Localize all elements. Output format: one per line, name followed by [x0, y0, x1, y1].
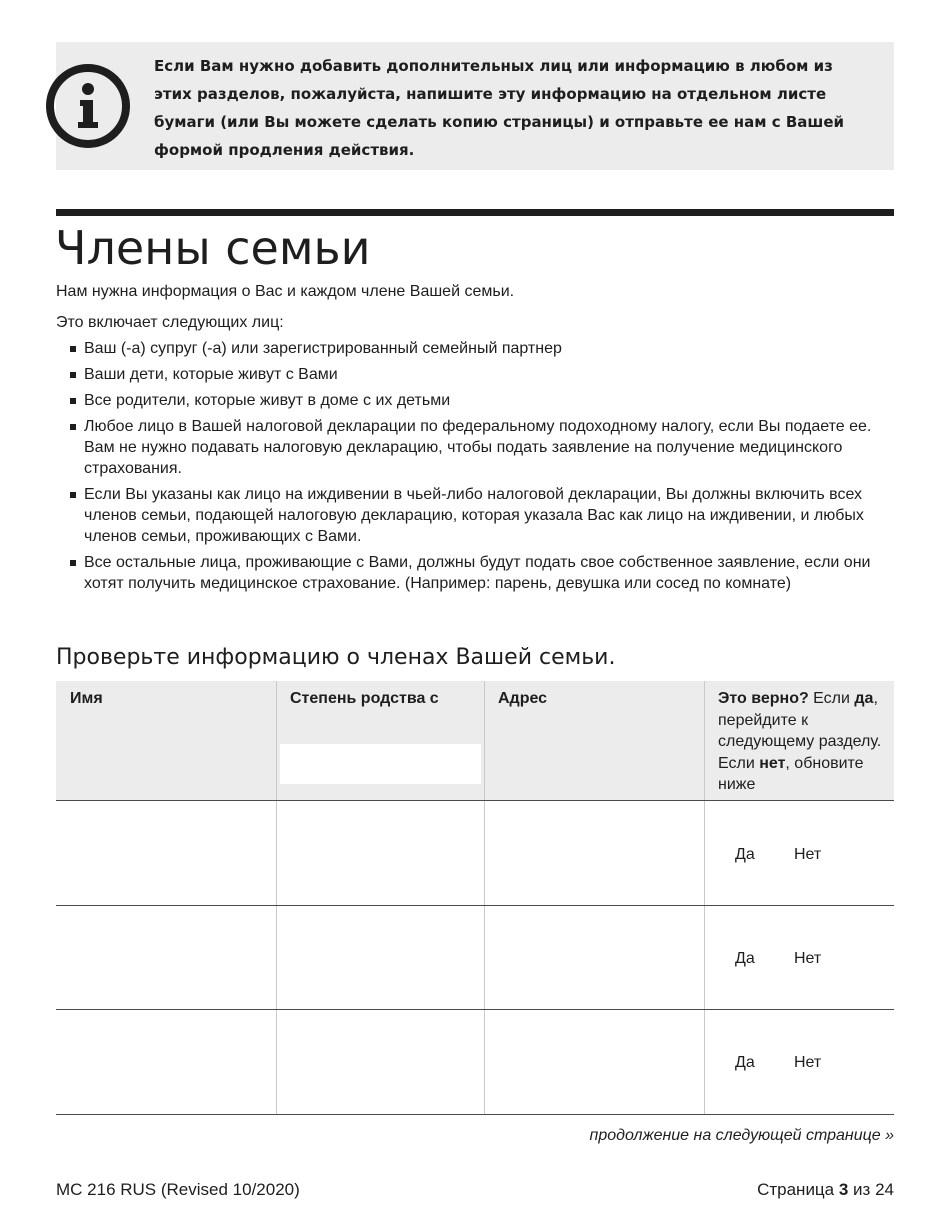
- correct-question: Это верно?: [718, 690, 809, 707]
- list-item: Любое лицо в Вашей налоговой декларации по федеральному подоходному налогу, если Вы подаете ее. Вам не нужно подавать налоговую декларацию, чтобы подать заявление на получение медицинского страхования.: [70, 416, 890, 479]
- list-item: Все родители, которые живут в доме с их детьми: [70, 390, 890, 411]
- yes-option[interactable]: Да: [735, 950, 755, 967]
- page-title: Члены семьи: [55, 221, 371, 275]
- column-header-relation: Степень родства с: [290, 690, 439, 707]
- yes-option[interactable]: Да: [735, 1054, 755, 1071]
- yes-option[interactable]: Да: [735, 846, 755, 863]
- no-word: нет: [759, 754, 786, 772]
- correct-text: , обновите ниже: [718, 754, 864, 794]
- info-icon: [44, 62, 132, 150]
- column-divider: [276, 681, 277, 1115]
- page-number: [757, 1180, 894, 1200]
- household-list: [70, 338, 890, 599]
- row-divider: [56, 800, 894, 801]
- continued-note: продолжение на следующей странице »: [589, 1127, 894, 1144]
- table-title: Проверьте информацию о членах Вашей семьи.: [56, 645, 616, 670]
- page-current: 3: [838, 1180, 849, 1199]
- page-total: 24: [875, 1180, 894, 1199]
- section-divider: [56, 209, 894, 216]
- row-divider: [56, 905, 894, 906]
- form-id: MC 216 RUS (Revised 10/2020): [56, 1180, 300, 1199]
- column-header-address: Адрес: [498, 690, 548, 707]
- intro-list-lead: Это включает следующих лиц:: [56, 314, 284, 331]
- column-header-name: Имя: [70, 690, 103, 707]
- household-table: [56, 681, 894, 1115]
- relation-field[interactable]: [280, 744, 481, 784]
- list-item: Все остальные лица, проживающие с Вами, должны будут подать свое собственное заявление, если они хотят получить медицинское страхование. (Например: парень, девушка или сосед по комнате): [70, 552, 890, 594]
- no-option[interactable]: Нет: [794, 846, 822, 863]
- intro-text: Нам нужна информация о Вас и каждом члене Вашей семьи.: [56, 283, 515, 300]
- column-divider: [704, 681, 705, 1115]
- list-item: Ваши дети, которые живут с Вами: [70, 364, 890, 385]
- notice-text: Если Вам нужно добавить дополнительных лиц или информацию в любом из этих разделов, пожалуйста, напишите эту информацию на отдельном листе бумаги (или Вы можете сделать копию страницы) и отправьте ее нам с Вашей формой продления действия.: [154, 57, 845, 159]
- page-prefix: Страница: [757, 1180, 839, 1199]
- column-header-correct: [718, 688, 888, 796]
- no-option[interactable]: Нет: [794, 950, 822, 967]
- list-item: Если Вы указаны как лицо на иждивении в чьей-либо налоговой декларации, Вы должны включить всех членов семьи, подающей налоговую декларацию, которая указала Вас как лицо на иждивении, и любых членов семьи, проживающих с Вами.: [70, 484, 890, 547]
- row-divider: [56, 1114, 894, 1115]
- list-item: Ваш (-а) супруг (-а) или зарегистрированный семейный партнер: [70, 338, 890, 359]
- no-option[interactable]: Нет: [794, 1054, 822, 1071]
- page-mid: из: [848, 1180, 876, 1199]
- row-divider: [56, 1009, 894, 1010]
- correct-text: , перейдите к следующему разделу. Если: [718, 690, 882, 772]
- yes-word: да: [854, 690, 874, 707]
- correct-text: Если: [808, 690, 855, 707]
- column-divider: [484, 681, 485, 1115]
